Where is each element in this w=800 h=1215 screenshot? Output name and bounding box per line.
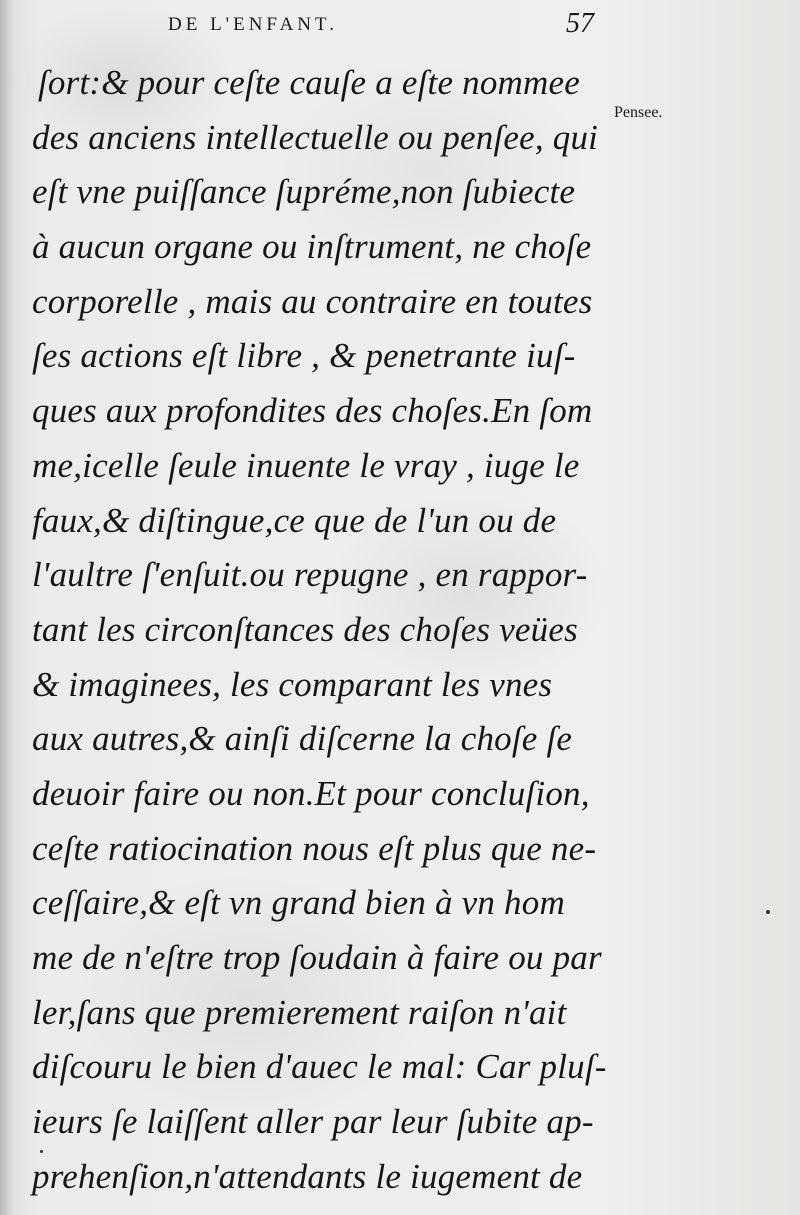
text-line: ſes actions eſt libre , & penetrante iuſ- (32, 336, 576, 376)
text-line: me,icelle ſeule inuente le vray , iuge le (32, 445, 580, 485)
text-line: faux,& diſtingue,ce que de l'un ou de (32, 500, 557, 540)
text-line: ceſte ratiocination nous eſt plus que ne- (32, 828, 597, 868)
text-line: l'aultre ſ'enſuit.ou repugne , en rappor- (32, 555, 588, 595)
ink-speck (766, 910, 770, 914)
text-line: deuoir faire ou non.Et pour concluſion, (32, 773, 590, 813)
margin-note: Pensee. (614, 104, 663, 121)
text-line: & imaginees, les comparant les vnes (32, 664, 553, 704)
text-line: ques aux profondites des choſes.En ſom (32, 391, 593, 431)
text-line: tant les circonſtances des choſes veües (32, 609, 578, 649)
text-line: ceſſaire,& eſt vn grand bien à vn hom (32, 883, 565, 923)
text-line: aux autres,& ainſi diſcerne la choſe ſe (32, 719, 573, 759)
text-line: eſt vne puiſſance ſupréme,non ſubiecte (32, 172, 576, 212)
page-number: 57 (566, 8, 594, 39)
text-line: ler,ſans que premierement raiſon n'ait (32, 992, 567, 1032)
text-line: ſort:& pour ceſte cauſe a eſte nommee (38, 63, 580, 102)
text-line: corporelle , mais au contraire en toutes (32, 281, 593, 321)
running-title: DE L'ENFANT. (168, 14, 338, 35)
text-line: me de n'eſtre trop ſoudain à faire ou par (32, 938, 602, 977)
body-text (32, 56, 622, 1204)
text-line: prehenſion,n'attendants le iugement de (32, 1156, 583, 1196)
gutter-shadow (0, 0, 14, 1215)
ink-speck (40, 1150, 43, 1153)
text-line: à aucun organe ou inſtrument, ne choſe (32, 227, 592, 267)
text-line: diſcouru le bien d'auec le mal: Car pluſ- (32, 1047, 607, 1087)
text-line: des anciens intellectuelle ou penſee, qui (32, 117, 599, 157)
text-line: ieurs ſe laiſſent aller par leur ſubite ap- (32, 1102, 594, 1142)
